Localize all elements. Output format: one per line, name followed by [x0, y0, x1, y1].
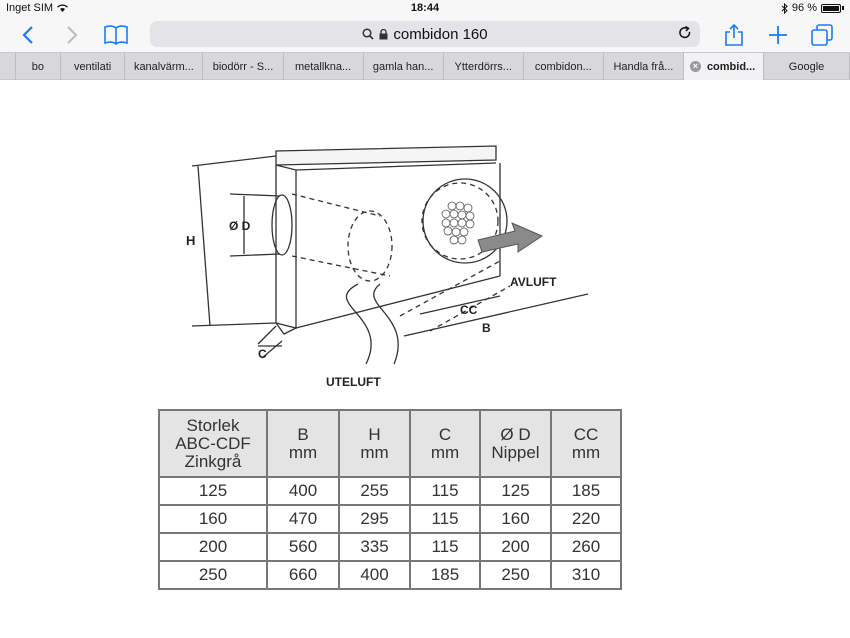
bookmarks-button[interactable] — [102, 22, 130, 48]
tab-combid-active[interactable]: × combid... — [684, 53, 764, 80]
label-cc: CC — [460, 303, 478, 317]
tab-strip — [0, 52, 850, 80]
header-cc: CC mm — [551, 410, 621, 477]
ventilation-unit-diagram — [170, 136, 610, 396]
share-icon — [725, 24, 743, 46]
forward-button[interactable] — [58, 22, 86, 48]
tab-metallkna[interactable]: metallkna... — [284, 53, 364, 80]
chevron-right-icon — [66, 26, 78, 44]
label-c: C — [258, 347, 267, 361]
plus-icon — [768, 25, 788, 45]
lock-icon — [379, 29, 388, 40]
label-diameter: Ø D — [229, 219, 251, 233]
browser-toolbar — [0, 18, 850, 52]
header-d: Ø D Nippel — [480, 410, 551, 477]
bluetooth-icon — [781, 3, 788, 14]
tab-handla-fra[interactable]: Handla frå... — [604, 53, 684, 80]
tabs-icon — [811, 24, 833, 46]
label-uteluft: UTELUFT — [326, 375, 381, 389]
label-avluft: AVLUFT — [510, 275, 557, 289]
label-b: B — [482, 321, 491, 335]
battery-percent: 96 % — [791, 2, 817, 14]
tab-ytterdorrs[interactable]: Ytterdörrs... — [444, 53, 524, 80]
share-button[interactable] — [720, 22, 748, 48]
battery-icon — [821, 4, 841, 13]
table-row: 250 660 400 185 250 310 — [159, 561, 621, 589]
header-h: H mm — [339, 410, 410, 477]
tab-combidon[interactable]: combidon... — [524, 53, 604, 80]
tab-spacer — [0, 53, 16, 80]
table-row: 125 400 255 115 125 185 — [159, 477, 621, 505]
table-row: 200 560 335 115 200 260 — [159, 533, 621, 561]
tab-google[interactable]: Google — [764, 53, 850, 80]
carrier-label: Inget SIM — [6, 2, 54, 14]
close-tab-icon[interactable]: × — [690, 61, 701, 72]
search-icon — [362, 28, 374, 40]
tab-gamla-han[interactable]: gamla han... — [364, 53, 444, 80]
header-c: C mm — [410, 410, 480, 477]
tabs-overview-button[interactable] — [808, 22, 836, 48]
reload-icon — [678, 26, 692, 40]
header-b: B mm — [267, 410, 339, 477]
clock: 18:44 — [410, 2, 440, 14]
tab-kanalvarm[interactable]: kanalvärm... — [125, 53, 203, 80]
chevron-left-icon — [22, 26, 34, 44]
status-bar — [0, 0, 850, 18]
battery-tip — [842, 6, 844, 10]
back-button[interactable] — [14, 22, 42, 48]
table-header-row — [159, 410, 621, 477]
book-icon — [104, 25, 128, 45]
url-text: combidon 160 — [393, 25, 488, 43]
reload-button[interactable] — [678, 26, 692, 44]
tab-biodorr[interactable]: biodörr - S... — [203, 53, 283, 80]
address-bar[interactable] — [150, 21, 700, 47]
label-h: H — [186, 233, 196, 248]
tab-ventilati[interactable]: ventilati — [61, 53, 126, 80]
page-content — [0, 81, 850, 638]
tab-bo[interactable]: bo — [16, 53, 61, 80]
header-storlek: Storlek ABC-CDF Zinkgrå — [159, 410, 267, 477]
status-right — [781, 2, 844, 14]
new-tab-button[interactable] — [764, 22, 792, 48]
dimensions-table — [158, 409, 622, 590]
table-row: 160 470 295 115 160 220 — [159, 505, 621, 533]
